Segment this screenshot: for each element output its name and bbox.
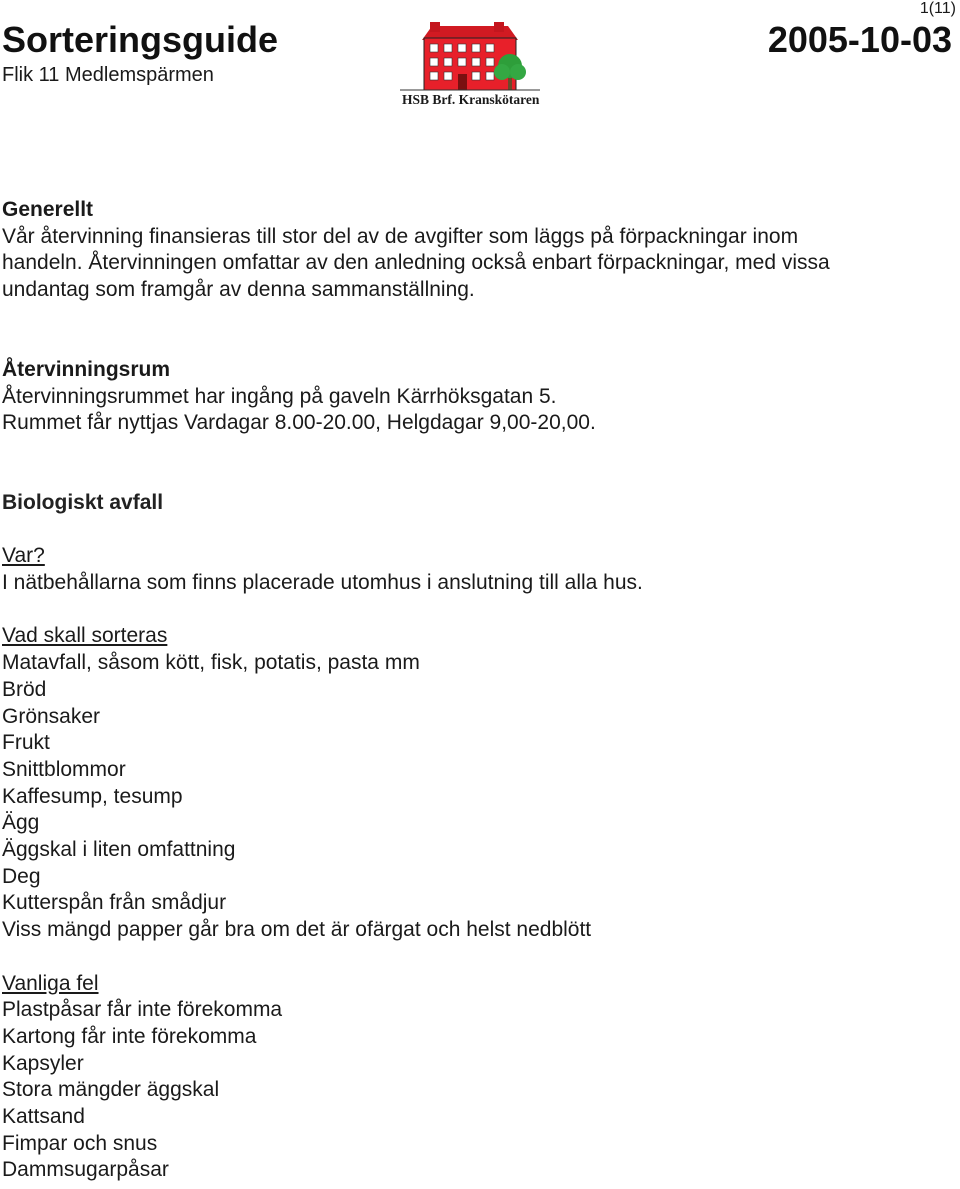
list-item: Fimpar och snus: [2, 1131, 158, 1155]
building-logo-icon: [400, 22, 550, 92]
list-item: Ägg: [2, 811, 40, 835]
paragraph-line: Rummet får nyttjas Vardagar 8.00-20.00, Helgdagar 9,00-20,00.: [2, 411, 596, 435]
logo-caption: HSB Brf. Kranskötaren: [402, 92, 540, 107]
list-item: Kaffesump, tesump: [2, 784, 183, 808]
list-item: Deg: [2, 864, 41, 888]
subheading-vad-skall-sorteras: Vad skall sorteras: [2, 624, 168, 648]
document-body: [2, 197, 952, 1184]
list-item: Grönsaker: [2, 704, 101, 728]
section-heading-biologiskt-avfall: Biologiskt avfall: [2, 490, 164, 514]
list-item: Frukt: [2, 731, 50, 755]
list-item: Stora mängder äggskal: [2, 1078, 220, 1102]
paragraph-line: Vår återvinning finansieras till stor del av de avgifter som läggs på förpackningar inom: [2, 224, 799, 248]
paragraph-line: I nätbehållarna som finns placerade utomhus i anslutning till alla hus.: [2, 571, 643, 595]
section-heading-generellt: Generellt: [2, 198, 94, 221]
list-item: Dammsugarpåsar: [2, 1158, 169, 1182]
list-item: Kapsyler: [2, 1051, 84, 1075]
list-item: Snittblommor: [2, 757, 126, 781]
document-date: 2005-10-03: [767, 19, 952, 60]
list-item: Äggskal i liten omfattning: [2, 838, 236, 862]
section-heading-atervinningsrum: Återvinningsrum: [2, 357, 171, 381]
list-item: Kattsand: [2, 1105, 85, 1129]
list-item: Bröd: [2, 677, 47, 701]
page-number: 1(11): [919, 0, 956, 17]
association-logo: [400, 22, 550, 114]
common-errors-list: [2, 997, 952, 1184]
paragraph-line: Återvinningsrummet har ingång på gaveln Kärrhöksgatan 5.: [2, 384, 557, 408]
list-item: Viss mängd papper går bra om det är ofärgat och helst nedblött: [2, 918, 592, 942]
paragraph-line: handeln. Återvinningen omfattar av den anledning också enbart förpackningar, med vissa: [2, 251, 830, 275]
list-item: Matavfall, såsom kött, fisk, potatis, pasta mm: [2, 651, 420, 675]
document-subtitle: Flik 11 Medlemspärmen: [2, 64, 214, 86]
list-item: Kartong får inte förekomma: [2, 1024, 257, 1048]
document-title: Sorteringsguide: [2, 19, 279, 60]
list-item: Plastpåsar får inte förekomma: [2, 998, 283, 1022]
sort-items-list: [2, 650, 952, 944]
subheading-var: Var?: [2, 544, 45, 568]
subheading-vanliga-fel: Vanliga fel: [2, 971, 99, 995]
paragraph-line: undantag som framgår av denna sammanställning.: [2, 278, 475, 302]
list-item: Kutterspån från smådjur: [2, 891, 227, 915]
